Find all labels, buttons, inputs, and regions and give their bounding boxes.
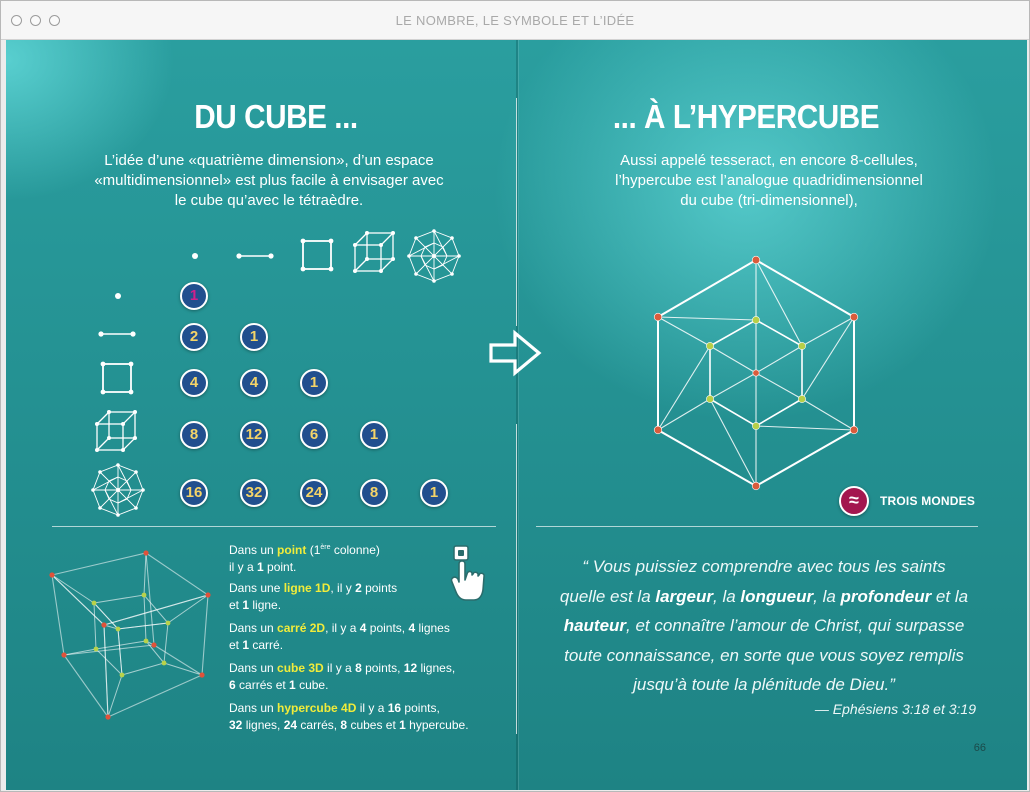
center-divider-bottom [516, 424, 517, 734]
legend-number: 6 [229, 678, 236, 692]
count-circle: 1 [420, 479, 448, 507]
legend-line [229, 717, 469, 734]
right-intro-line: Aussi appelé tesseract, en encore 8-cellules, [620, 152, 918, 169]
quote-citation: — Ephésiens 3:18 et 3:19 [814, 701, 976, 717]
hypercube-projection-diagram [646, 250, 866, 490]
legend-text: Dans un [229, 661, 278, 675]
tap-hand-icon[interactable] [446, 542, 492, 604]
quote-emphasis: hauteur [563, 616, 627, 635]
right-intro-line: du cube (tri-dimensionnel), [680, 192, 858, 209]
legend-text: points, [401, 701, 440, 715]
count-circle: 4 [240, 369, 268, 397]
legend-line [229, 620, 450, 637]
row-header-line-icon [96, 328, 138, 340]
legend-text: lignes [415, 621, 450, 635]
column-header-cube-icon [351, 229, 399, 277]
tesseract-3d-illustration [46, 545, 216, 725]
page-gutter-highlight [518, 40, 519, 790]
legend-text: ligne. [249, 598, 282, 612]
legend-text: lignes, [242, 718, 284, 732]
legend-text: lignes, [417, 661, 456, 675]
count-circle: 1 [300, 369, 328, 397]
row-header-cube-icon [93, 408, 141, 456]
quote-emphasis: largeur [655, 586, 714, 606]
page-number: 66 [973, 742, 986, 754]
legend-cube-3d [229, 660, 455, 694]
legend-number: 16 [387, 701, 402, 715]
row-header-square-icon [99, 360, 135, 396]
trois-mondes-link[interactable]: TROIS MONDES [880, 494, 976, 508]
left-intro-line: «multidimensionnel» est plus facile à envisager avec [94, 172, 444, 189]
count-circle: 2 [180, 323, 208, 351]
left-intro [54, 151, 484, 211]
count-circle: 6 [300, 421, 328, 449]
legend-text: cube. [295, 678, 329, 692]
count-circle: 32 [240, 479, 268, 507]
legend-text: il y a [323, 661, 356, 675]
count-circle: 1 [360, 421, 388, 449]
legend-number: 2 [355, 581, 362, 595]
legend-line [229, 539, 380, 559]
approx-icon[interactable]: ≈ [839, 486, 869, 516]
column-header-point-icon [190, 251, 200, 261]
legend-line [229, 677, 455, 694]
legend-number: 4 [408, 621, 416, 635]
center-divider-top [516, 98, 517, 326]
legend-text: carré. [249, 638, 284, 652]
legend-number: 1 [399, 718, 406, 732]
count-circle: 1 [240, 323, 268, 351]
legend-text: points, [361, 661, 404, 675]
legend-text: point. [263, 560, 297, 574]
legend-line [229, 597, 397, 614]
left-intro-line: le cube qu’avec le tétraèdre. [174, 192, 364, 209]
quote-emphasis: profondeur [840, 586, 932, 606]
book-spread [6, 40, 1027, 790]
count-circle: 8 [360, 479, 388, 507]
right-heading: ... À L’HYPERCUBE [612, 98, 880, 135]
count-circle: 4 [180, 369, 208, 397]
legend-text: carrés, [297, 718, 341, 732]
legend-text: carrés et [235, 678, 290, 692]
left-separator [52, 526, 496, 527]
arrow-right-icon[interactable] [488, 329, 546, 377]
legend-number: 1 [257, 560, 264, 574]
legend-text: hypercube. [405, 718, 469, 732]
count-circle: 8 [180, 421, 208, 449]
legend-line-1d [229, 580, 397, 614]
right-separator [536, 526, 978, 527]
count-circle: 1 [180, 282, 208, 310]
legend-number: 8 [355, 661, 362, 675]
legend-number: 8 [340, 718, 348, 732]
count-circle: 12 [240, 421, 268, 449]
legend-text: il y a [229, 560, 258, 574]
quote-line: jusqu’à toute la plénitude de Dieu.” [633, 675, 895, 694]
legend-number: 32 [229, 718, 243, 732]
row-header-point-icon [113, 291, 123, 301]
legend-text: Dans un [229, 543, 278, 557]
right-intro-line: l’hypercube est l’analogue quadridimensionnel [615, 172, 923, 189]
legend-text: Dans un [229, 701, 278, 715]
legend-point [229, 539, 380, 576]
quote-line [536, 582, 992, 612]
legend-text: , il y [330, 581, 356, 595]
legend-number: 24 [283, 718, 298, 732]
legend-highlight: ligne 1D [283, 581, 331, 595]
scripture-quote [536, 552, 992, 700]
legend-line [229, 637, 450, 654]
column-header-hypercube-icon [407, 229, 461, 283]
legend-text: , il y a [325, 621, 360, 635]
legend-line [229, 580, 397, 597]
legend-text: points, [366, 621, 409, 635]
legend-number: 1 [289, 678, 296, 692]
quote-text: et la [931, 586, 969, 606]
legend-number: 4 [359, 621, 367, 635]
count-circle: 24 [300, 479, 328, 507]
quote-line: “ Vous puissiez comprendre avec tous les saints [582, 557, 946, 576]
legend-text: il y a [356, 701, 388, 715]
left-intro-line: L’idée d’une «quatrième dimension», d’un espace [104, 152, 434, 169]
legend-highlight: hypercube 4D [277, 701, 357, 715]
window-title: LE NOMBRE, LE SYMBOLE ET L’IDÉE [395, 13, 635, 28]
legend-text: colonne) [330, 543, 380, 557]
column-header-line-icon [234, 250, 276, 262]
legend-number: 1 [242, 638, 250, 652]
quote-text: quelle est la [559, 586, 656, 606]
legend-text: et [229, 598, 243, 612]
legend-highlight: point [277, 543, 307, 557]
legend-number: 12 [403, 661, 418, 675]
legend-text: (1 [306, 543, 321, 557]
quote-emphasis: longueur [740, 586, 814, 606]
legend-text: Dans un [229, 621, 278, 635]
legend-line [229, 559, 380, 576]
title-bar [1, 1, 1029, 40]
legend-square-2d [229, 620, 450, 654]
legend-text: Dans une [229, 581, 284, 595]
quote-text: , la [813, 586, 841, 606]
legend-text: points [361, 581, 398, 595]
quote-text: , et connaître l’amour de Christ, qui surpasse [626, 616, 965, 635]
legend-text: et [229, 638, 243, 652]
legend-highlight: carré 2D [277, 621, 326, 635]
quote-text: , la [713, 586, 741, 606]
legend-number: 1 [242, 598, 250, 612]
legend-highlight: cube 3D [277, 661, 324, 675]
right-intro [554, 151, 984, 211]
row-header-hypercube-icon [91, 463, 145, 517]
left-heading: DU CUBE ... [194, 98, 358, 135]
quote-line [536, 611, 992, 641]
legend-hypercube-4d [229, 700, 469, 734]
column-header-square-icon [299, 237, 335, 273]
quote-line: toute connaissance, en sorte que vous soyez remplis [564, 645, 964, 665]
count-circle: 16 [180, 479, 208, 507]
legend-line [229, 700, 469, 717]
legend-line [229, 660, 455, 677]
legend-sup: ère [320, 544, 331, 551]
legend-text: cubes et [347, 718, 400, 732]
